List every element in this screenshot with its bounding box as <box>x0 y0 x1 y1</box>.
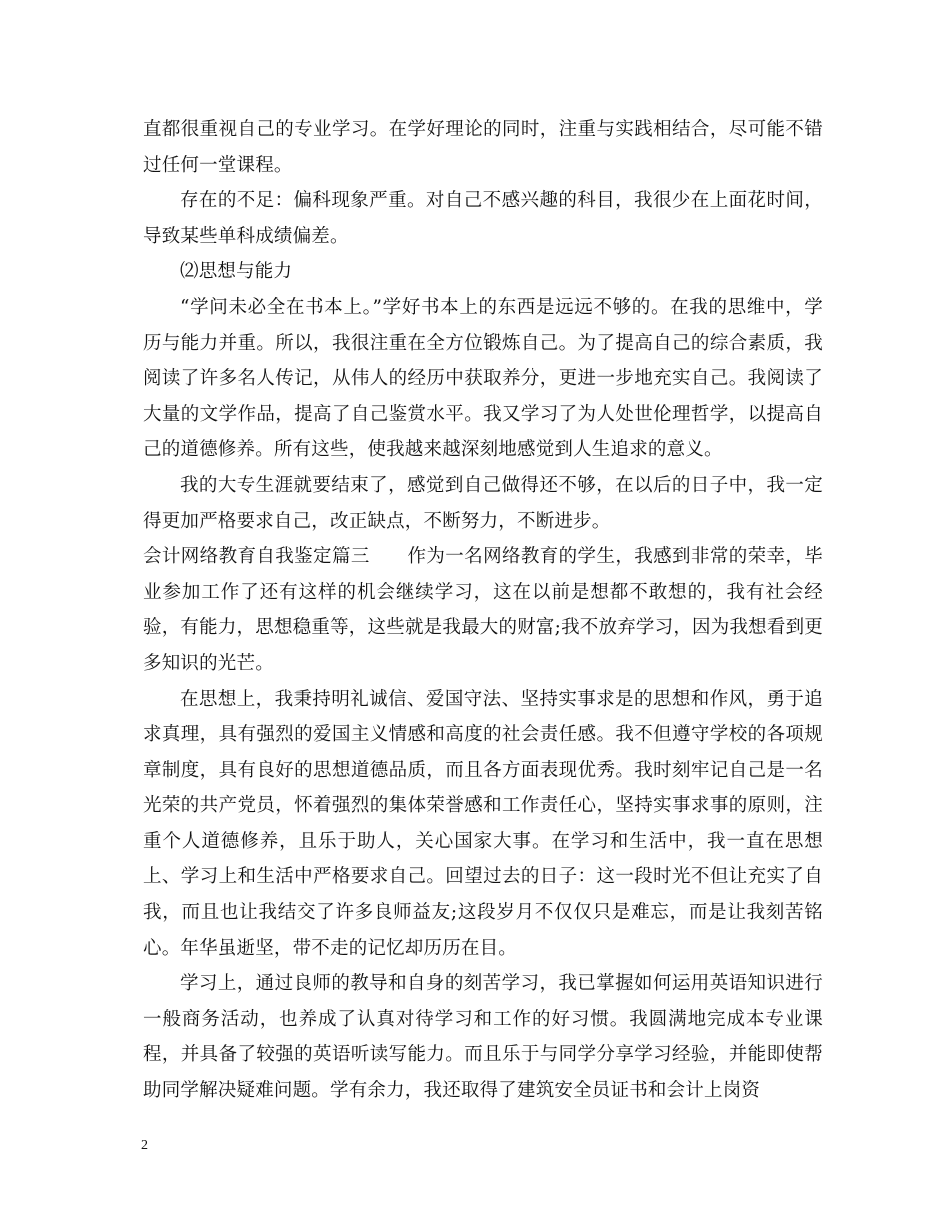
section-heading-thought-ability: ⑵思想与能力 <box>180 261 293 283</box>
paragraph-ideology: 在思想上，我秉持明礼诚信、爱国守法、坚持实事求是的思想和作风，勇于追求真理，具有强烈的爱国主义情感和高度的社会责任感。我不但遵守学校的各项规章制度，具有良好的思想道德品质，而且各方面表现优秀。我时刻牢记自己是一名光荣的共产党员，怀着强烈的集体荣誉感和工作责任心，坚持实事求事的原则，注重个人道德修养，且乐于助人，关心国家大事。在学习和生活中，我一直在思想上、学习上和生活中严格要求自己。回望过去的日子：这一段时光不但让充实了自我，而且也让我结交了许多良师益友;这段岁月不仅仅只是难忘，而是让我刻苦铭心。年华虽逝坚，带不走的记忆却历历在目。 <box>143 688 823 959</box>
paragraph-learning-ability: “学问未必全在书本上。”学好书本上的东西是远远不够的。在我的思维中，学历与能力并重。所以，我很注重在全方位锻炼自己。为了提高自己的综合素质，我阅读了许多名人传记，从伟人的经历中获取养分，更进一步地充实自己。我阅读了大量的文学作品，提高了自己鉴赏水平。我又学习了为人处世伦理哲学，以提高自己的道德修养。所有这些，使我越来越深刻地感觉到人生追求的意义。 <box>143 296 823 461</box>
paragraph-part-three-intro: 会计网络教育自我鉴定篇三 作为一名网络教育的学生，我感到非常的荣幸，毕业参加工作了还有这样的机会继续学习，这在以前是想都不敢想的，我有社会经验，有能力，思想稳重等，这些就是我最大的财富;我不放弃学习，因为我想看到更多知识的光芒。 <box>143 546 823 674</box>
paragraph-study: 学习上，通过良师的教导和自身的刻苦学习，我已掌握如何运用英语知识进行一般商务活动，也养成了认真对待学习和工作的好习惯。我圆满地完成本专业课程，并具备了较强的英语听读写能力。而且乐于与同学分享学习经验，并能即使帮助同学解决疑难问题。学有余力，我还取得了建筑安全员证书和会计上岗资 <box>143 973 823 1102</box>
paragraph-shortcomings: 存在的不足：偏科现象严重。对自己不感兴趣的科目，我很少在上面花时间，导致某些单科成绩偏差。 <box>143 190 823 247</box>
paragraph-continuation: 直都很重视自己的专业学习。在学好理论的同时，注重与实践相结合，尽可能不错过任何一堂课程。 <box>143 119 823 176</box>
page-number: 2 <box>141 1138 148 1153</box>
paragraph-college-ending: 我的大专生涯就要结束了，感觉到自己做得还不够，在以后的日子中，我一定得更加严格要求自己，改正缺点，不断努力，不断进步。 <box>143 474 823 532</box>
document-body <box>143 112 823 1109</box>
